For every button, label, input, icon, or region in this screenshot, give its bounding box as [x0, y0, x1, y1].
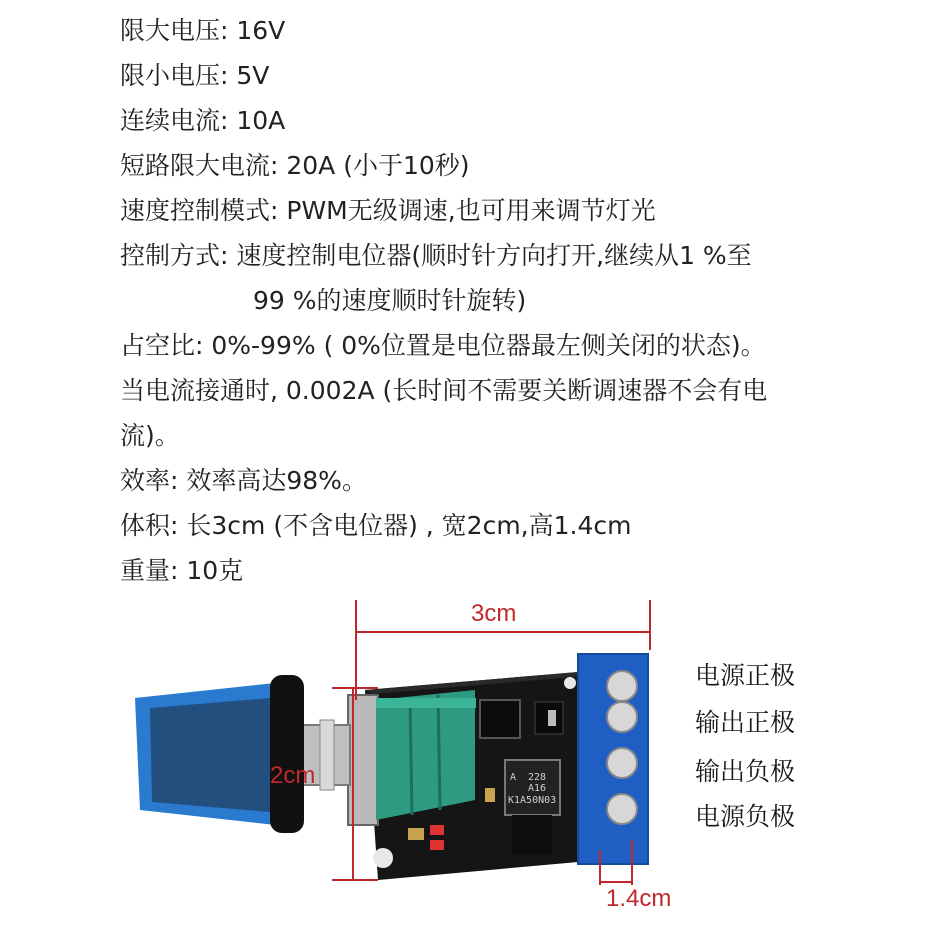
- spec-control-method: 控制方式: 速度控制电位器(顺时针方向打开,继续从1 %至 99 %的速度顺时针旋转): [120, 241, 752, 315]
- spec-list: [120, 8, 910, 593]
- width-dimension-label: 2cm: [270, 762, 316, 789]
- spec-volume: 体积: 长3cm (不含电位器) , 宽2cm,高1.4cm: [120, 511, 632, 540]
- terminal-label-output-negative: 输出负极: [695, 757, 796, 786]
- terminal-label-output-positive: 输出正极: [695, 708, 796, 737]
- chip-text-a: A: [510, 772, 517, 783]
- product-illustration: [0, 580, 945, 945]
- terminal-block: [578, 654, 648, 864]
- screw-icon: [607, 671, 637, 701]
- spec-min-voltage: 限小电压: 5V: [120, 61, 270, 90]
- spec-weight: 重量: 10克: [120, 556, 244, 585]
- spec-duty-cycle: 占空比: 0%-99% ( 0%位置是电位器最左侧关闭的状态)。: [120, 331, 766, 360]
- terminal-label-power-negative: 电源负极: [695, 802, 796, 831]
- length-dimension-label: 3cm: [471, 600, 517, 627]
- screw-icon: [607, 702, 637, 732]
- spec-efficiency: 效率: 效率高达98%。: [120, 466, 367, 495]
- terminal-label-power-positive: 电源正极: [695, 661, 796, 690]
- mounting-hole: [373, 848, 393, 868]
- spec-max-voltage: 限大电压: 16V: [120, 16, 286, 45]
- ic-chip: [480, 700, 520, 738]
- product-photo: [0, 580, 945, 945]
- chip-text-a16: A16: [528, 783, 547, 794]
- screw-icon: [607, 794, 637, 824]
- knob: [135, 675, 304, 833]
- height-dimension-label: 1.4cm: [606, 885, 672, 912]
- chip-text-228: 228: [528, 772, 547, 783]
- spec-continuous-current: 连续电流: 10A: [120, 106, 286, 135]
- spec-short-circuit-current: 短路限大电流: 20A (小于10秒): [120, 151, 470, 180]
- spec-speed-control-mode: 速度控制模式: PWM无级调速,也可用来调节灯光: [120, 196, 656, 225]
- chip-text-part: K1A50N03: [508, 795, 557, 806]
- screw-icon: [607, 748, 637, 778]
- spec-standby-current: 当电流接通时, 0.002A (长时间不需要关断调速器不会有电 流)。: [120, 376, 768, 450]
